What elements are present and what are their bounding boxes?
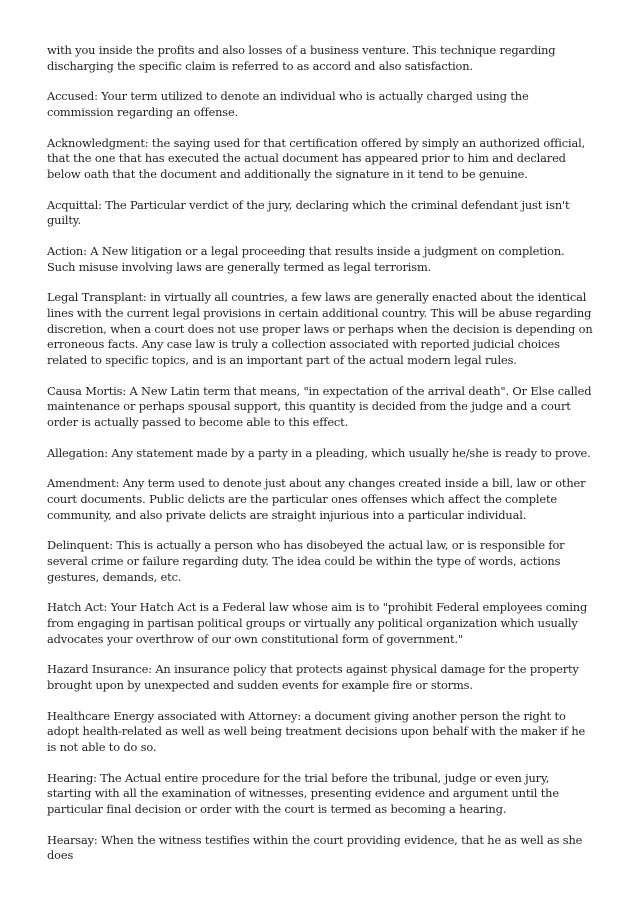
paragraph-accused: Accused: Your term utilized to denote an individual who is actually charged using the commission regarding an offense. xyxy=(47,89,529,119)
paragraph-allegation: Allegation: Any statement made by a party in a pleading, which usually he/she is ready to prove. xyxy=(47,445,591,460)
paragraph-acquittal: Acquittal: The Particular verdict of the jury, declaring which the criminal defendant just isn't guilty. xyxy=(47,197,570,228)
paragraph-acknowledgment: Acknowledgment: the saying used for that certification offered by simply an authorized official, that the one that has executed the actual document has appeared prior to him and declared below oath that the document and additionally the signature in it tend to be genuine. xyxy=(47,135,586,181)
paragraph-hazard-insurance: Hazard Insurance: An insurance policy that protects against physical damage for the property brought upon by unexpected and sudden events for example fire or storms. xyxy=(47,662,579,692)
paragraph-legal-transplant: Legal Transplant: in virtually all countries, a few laws are generally enacted about the identical lines with the current legal provisions in certain additional country. This will be abuse regarding discretion, when a court does not use proper laws or perhaps when the decision is depending on erroneous facts. Any case law is truly a collection associated with reported judicial choices related to specific topics, and is an important part of the actual modern legal rules. xyxy=(47,290,593,367)
paragraph-hatch-act: Hatch Act: Your Hatch Act is a Federal law whose aim is to "prohibit Federal employees coming from engaging in partisan political groups or virtually any political organization which usually advocates your overthrow of our own constitutional form of government." xyxy=(47,600,588,646)
paragraph-hearing: Hearing: The Actual entire procedure for the trial before the tribunal, judge or even jury, starting with all the examination of witnesses, presenting evidence and argument until the particular final decision or order with the court is termed as becoming a hearing. xyxy=(47,770,559,816)
paragraph-delinquent: Delinquent: This is actually a person who has disobeyed the actual law, or is responsible for several crime or failure regarding duty. The idea could be within the type of words, actions gestures, demands, etc. xyxy=(47,538,565,584)
paragraph-action: Action: A New litigation or a legal proceeding that results inside a judgment on completion. Such misuse involving laws are generally termed as legal terrorism. xyxy=(47,244,565,274)
paragraph-hearsay: Hearsay: When the witness testifies within the court providing evidence, that he as well as she does xyxy=(47,832,583,863)
document-page xyxy=(47,43,595,879)
paragraph-causa-mortis: Causa Mortis: A New Latin term that means, "in expectation of the arrival death". Or Else called maintenance or perhaps spousal support, this quantity is decided from the judge and a court order is actually passed to become able to this effect. xyxy=(47,383,592,429)
paragraph-healthcare-attorney: Healthcare Energy associated with Attorney: a document giving another person the right to adopt health-related as well as well being treatment decisions upon behalf with the maker if he is not able to do so. xyxy=(47,708,586,754)
paragraph-amendment: Amendment: Any term used to denote just about any changes created inside a bill, law or other court documents. Public delicts are the particular ones offenses which affect the complete community, and also private delicts are straight injurious into a particular individual. xyxy=(47,476,586,522)
paragraph-accord-satisfaction: with you inside the profits and also losses of a business venture. This technique regarding discharging the specific claim is referred to as accord and also satisfaction. xyxy=(47,43,556,73)
